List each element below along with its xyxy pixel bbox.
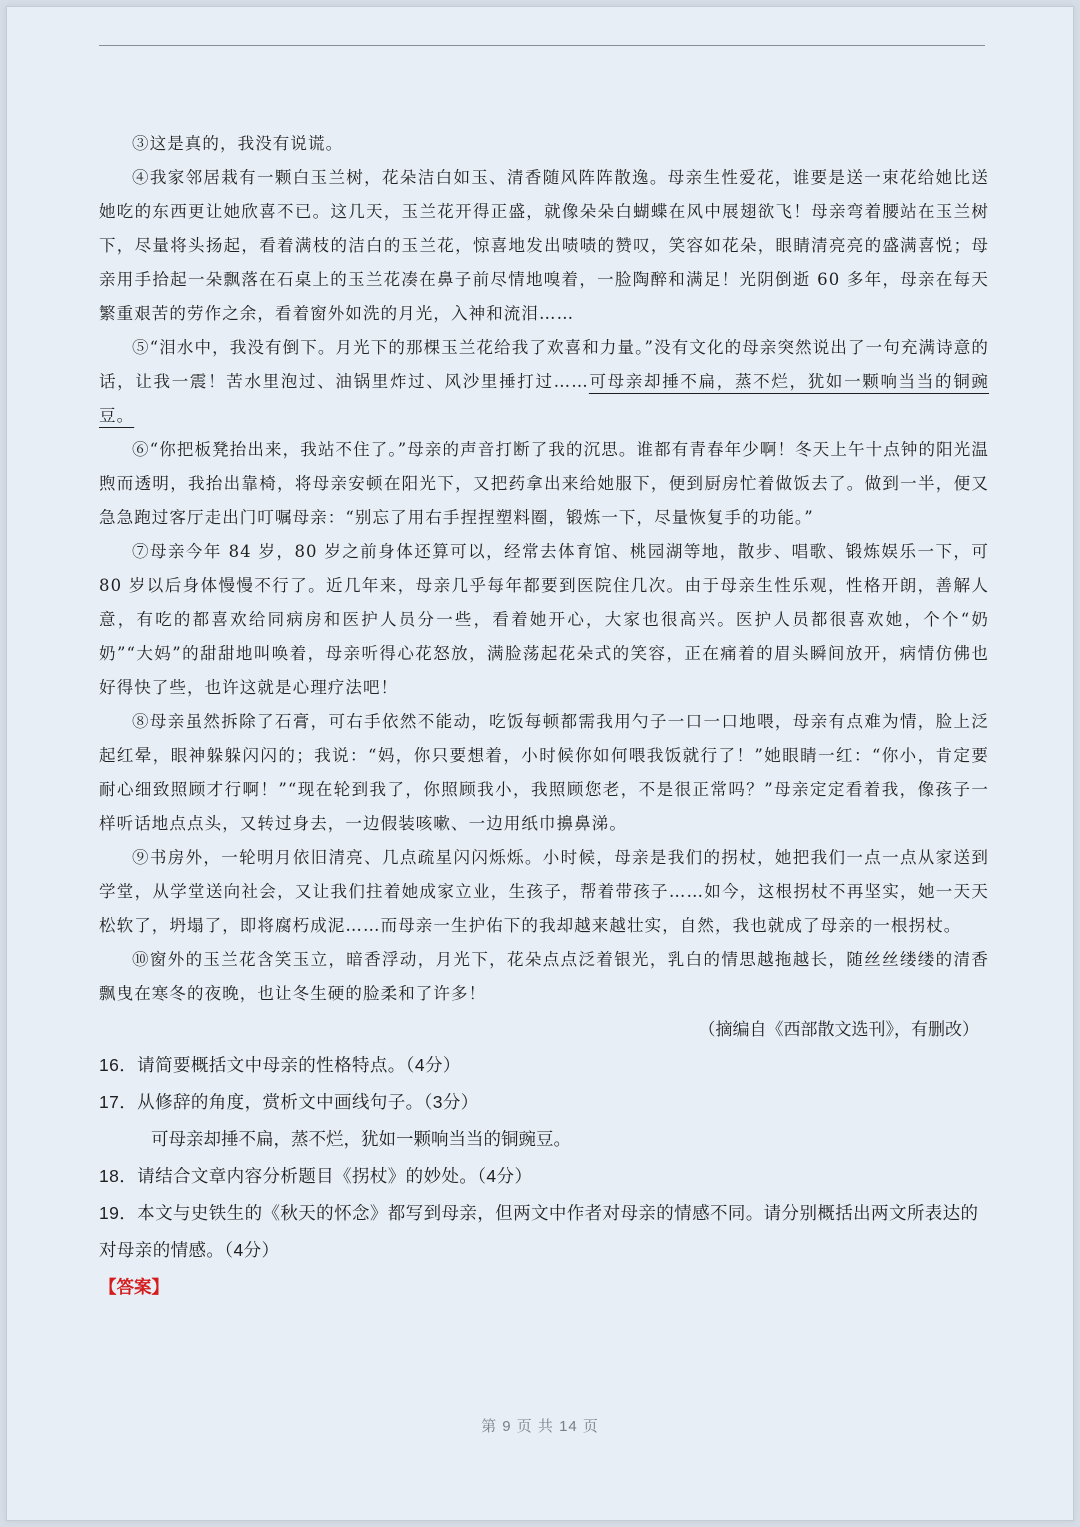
question-18: 18．请结合文章内容分析题目《拐杖》的妙处。（4分）: [99, 1166, 533, 1186]
paragraph-4: ④我家邻居栽有一颗白玉兰树，花朵洁白如玉、清香随风阵阵散逸。母亲生性爱花，谁要是送一束花给她比送她吃的东西更让她欣喜不已。这几天，玉兰花开得正盛，就像朵朵白蝴蝶在风中展翅欲飞！母亲弯着腰站在玉兰树下，尽量将头扬起，看着满枝的洁白的玉兰花，惊喜地发出啧啧的赞叹，笑容如花朵，眼睛清亮亮的盛满喜悦；母亲用手拾起一朵飘落在石桌上的玉兰花凑在鼻子前尽情地嗅着，一脸陶醉和满足！光阴倒逝 60 多年，母亲在每天繁重艰苦的劳作之余，看着窗外如洗的月光，入神和流泪……: [99, 168, 989, 323]
paragraph-6: ⑥“你把板凳抬出来，我站不住了。”母亲的声音打断了我的沉思。谁都有青春年少啊！冬天上午十点钟的阳光温煦而透明，我抬出靠椅，将母亲安顿在阳光下，又把药拿出来给她服下，便到厨房忙着做饭去了。做到一半，便又急急跑过客厅走出门叮嘱母亲：“别忘了用右手捏捏塑料圈，锻炼一下，尽量恢复手的功能。”: [99, 440, 989, 527]
paragraph-8: ⑧母亲虽然拆除了石膏，可右手依然不能动，吃饭每顿都需我用勺子一口一口地喂，母亲有点难为情，脸上泛起红晕，眼神躲躲闪闪的；我说：“妈，你只要想着，小时候你如何喂我饭就行了！”她眼睛一红：“你小，肯定要耐心细致照顾才行啊！”“现在轮到我了，你照顾我小，我照顾您老，不是很正常吗？”母亲定定看着我，像孩子一样听话地点点头，又转过身去，一边假装咳嗽、一边用纸巾擤鼻涕。: [99, 712, 989, 833]
paragraph-9: ⑨书房外，一轮明月依旧清亮、几点疏星闪闪烁烁。小时候，母亲是我们的拐杖，她把我们一点一点从家送到学堂，从学堂送向社会，又让我们拄着她成家立业，生孩子，帮着带孩子……如今，这根拐杖不再坚实，她一天天松软了，坍塌了，即将腐朽成泥……而母亲一生护佑下的我却越来越壮实，自然，我也就成了母亲的一根拐杖。: [99, 848, 989, 935]
paragraph-5-text: ⑤“泪水中，我没有倒下。月光下的那棵玉兰花给我了欢喜和力量。”没有文化的母亲突然说出了一句充满诗意的话，让我一震！苦水里泡过、油锅里炸过、风沙里捶打过……: [99, 338, 989, 391]
question-16: 16．请简要概括文中母亲的性格特点。（4分）: [99, 1055, 461, 1075]
paragraph-5: [99, 331, 989, 433]
underlined-sentence: 可母亲却捶不扁，蒸不烂，犹如一颗响当当的铜豌豆。: [99, 372, 990, 425]
header-rule: [99, 45, 985, 46]
article-content: [99, 127, 989, 1306]
question-17-quote: 可母亲却捶不扁，蒸不烂，犹如一颗响当当的铜豌豆。: [151, 1129, 571, 1149]
question-17: 17．从修辞的角度，赏析文中画线句子。（3分）: [99, 1092, 479, 1112]
paragraph-7: ⑦母亲今年 84 岁，80 岁之前身体还算可以，经常去体育馆、桃园湖等地，散步、唱歌、锻炼娱乐一下，可 80 岁以后身体慢慢不行了。近几年来，母亲几乎每年都要到医院住几次。由于母亲生性乐观，性格开朗，善解人意，有吃的都喜欢给同病房和医护人员分一些，看着她开心，大家也很高兴。医护人员都很喜欢她，个个“奶奶”“大妈”的甜甜地叫唤着，母亲听得心花怒放，满脸荡起花朵式的笑容，正在痛着的眉头瞬间放开，病情仿佛也好得快了些，也许这就是心理疗法吧！: [99, 542, 989, 697]
document-page: [6, 6, 1074, 1521]
paragraph-10: ⑩窗外的玉兰花含笑玉立，暗香浮动，月光下，花朵点点泛着银光，乳白的情思越拖越长，随丝丝缕缕的清香飘曳在寒冬的夜晚，也让冬生硬的脸柔和了许多！: [99, 950, 989, 1003]
page-footer: 第 9 页 共 14 页: [481, 1418, 599, 1435]
question-19: 19．本文与史铁生的《秋天的怀念》都写到母亲，但两文中作者对母亲的情感不同。请分别概括出两文所表达的对母亲的情感。（4分）: [99, 1203, 979, 1260]
paragraph-3: ③这是真的，我没有说谎。: [132, 134, 344, 153]
answer-label: 【答案】: [99, 1277, 169, 1297]
source-citation: （摘编自《西部散文选刊》，有删改）: [698, 1020, 979, 1039]
